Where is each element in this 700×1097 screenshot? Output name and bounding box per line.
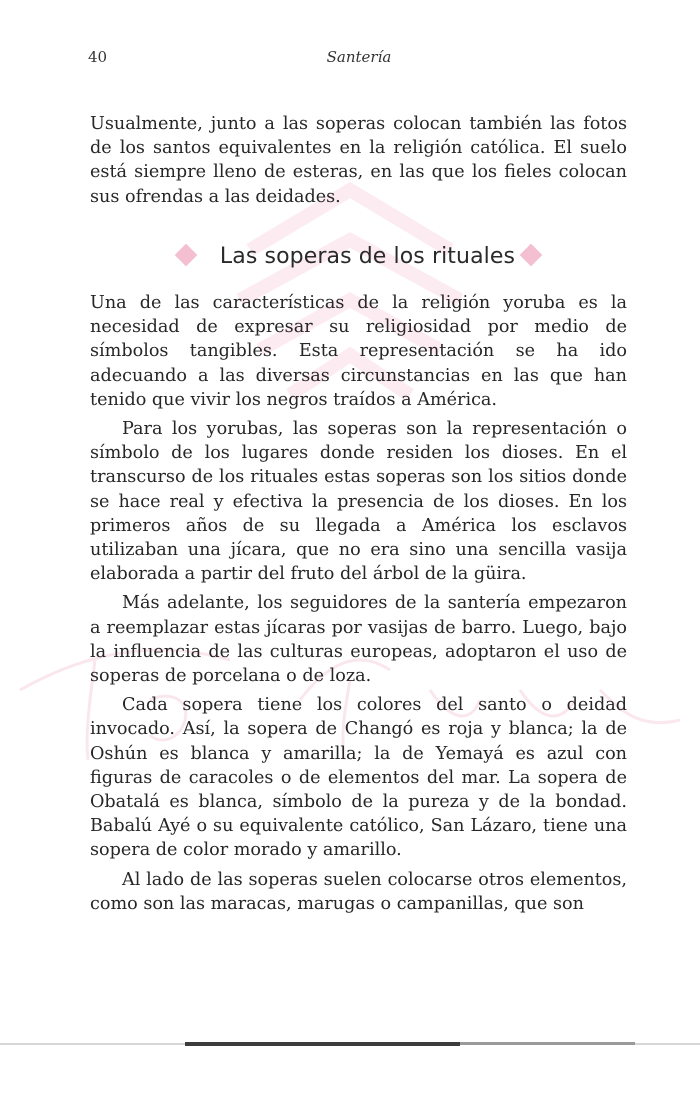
diamond-ornament-icon [520,243,543,266]
page-bottom-shadow [460,1042,635,1045]
body-paragraph: Más adelante, los seguidores de la santería empezaron a reemplazar estas jícaras por vasijas de barro. Luego, bajo la influencia de las culturas europeas, adoptaron el uso de soperas de porcelana o de loza. [90,593,627,687]
page-number: 40 [88,48,108,66]
body-paragraph: Una de las características de la religión yoruba es la necesidad de expresar su religiosidad por medio de símbolos tangibles. Esta representación se ha ido adecuando a las diversas circunstancias en las que han tenido que vivir los negros traídos a América. [90,293,627,410]
running-title: Santería [326,48,392,66]
section-heading-text: Las soperas de los rituales [219,243,516,269]
body-paragraph: Para los yorubas, las soperas son la representación o símbolo de los lugares donde residen los dioses. En el transcurso de los rituales estas soperas son los sitios donde se hace real y efectiva la presencia de los dioses. En los primeros años de su llegada a América los esclavos utilizaban una jícara, que no era sino una sencilla vasija elaborada a partir del fruto del árbol de la güira. [90,419,627,585]
body-paragraph: Al lado de las soperas suelen colocarse otros elementos, como son las maracas, marugas o campanillas, que son [90,869,627,914]
page-bottom-shadow [185,1042,460,1046]
section-heading [90,245,627,269]
diamond-ornament-icon [175,243,198,266]
intro-paragraph: Usualmente, junto a las soperas colocan también las fotos de los santos equivalentes en la religión católica. El suelo está siempre lleno de esteras, en las que los fieles colocan sus ofrendas a las deidades. [90,114,627,207]
body-paragraph: Cada sopera tiene los colores del santo o deidad invocado. Así, la sopera de Changó es roja y blanca; la de Oshún es blanca y amarilla; la de Yemayá es azul con figuras de caracoles o de elementos del mar. La sopera de Obatalá es blanca, símbolo de la pureza y de la bondad. Babalú Ayé o su equivalente católico, San Lázaro, tiene una sopera de color morado y amarillo. [90,695,627,861]
page-body [90,112,627,916]
page-header [88,48,630,70]
